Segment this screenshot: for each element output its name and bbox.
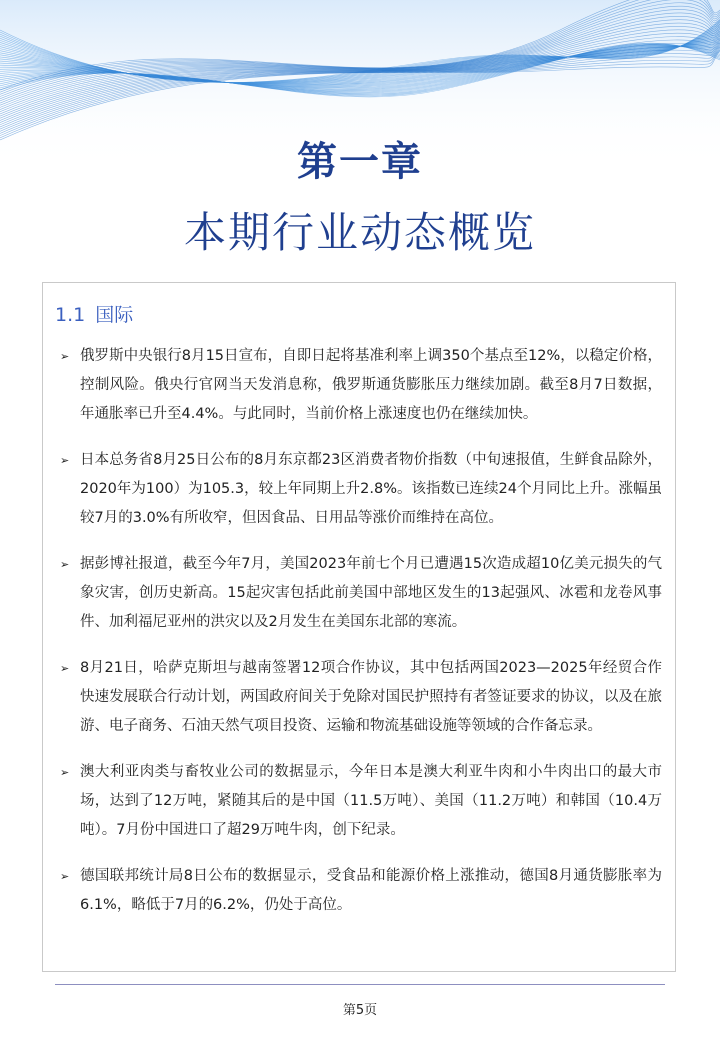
footer-rule	[55, 984, 665, 985]
page-number: 第5页	[342, 1003, 378, 1018]
bullet-item	[58, 654, 662, 741]
bullet-text: 德国联邦统计局8日公布的数据显示，受食品和能源价格上涨推动，德国8月通货膨胀率为6.1%，略低于7月的6.2%，仍处于高位。	[80, 868, 662, 913]
bullet-item	[58, 550, 662, 637]
chapter-title: 本期行业动态概览	[183, 208, 536, 257]
section-heading	[55, 300, 133, 327]
bullet-item	[58, 446, 662, 533]
arrow-bullet-icon: ➢	[60, 350, 70, 363]
arrow-bullet-icon: ➢	[60, 662, 70, 675]
bullet-item	[58, 342, 662, 429]
bullet-text: 俄罗斯中央银行8月15日宣布，自即日起将基准利率上调350个基点至12%，以稳定价格，控制风险。俄央行官网当天发消息称，俄罗斯通货膨胀压力继续加剧。截至8月7日数据，年通胀率已升至4.4%。与此同时，当前价格上涨速度也仍在继续加快。	[80, 348, 662, 422]
bullet-item	[58, 862, 662, 920]
bullet-item	[58, 758, 662, 845]
section-title: 国际	[95, 304, 134, 326]
bullet-text: 8月21日，哈萨克斯坦与越南签署12项合作协议，其中包括两国2023—2025年经贸合作快速发展联合行动计划，两国政府间关于免除对国民护照持有者签证要求的协议，以及在旅游、电子商务、石油天然气项目投资、运输和物流基础设施等领域的合作备忘录。	[80, 660, 662, 734]
arrow-bullet-icon: ➢	[60, 558, 70, 571]
arrow-bullet-icon: ➢	[60, 766, 70, 779]
bullet-text: 澳大利亚肉类与畜牧业公司的数据显示，今年日本是澳大利亚牛肉和小牛肉出口的最大市场，达到了12万吨，紧随其后的是中国（11.5万吨）、美国（11.2万吨）和韩国（10.4万吨）。7月份中国进口了超29万吨牛肉，创下纪录。	[80, 764, 662, 838]
bullet-text: 日本总务省8月25日公布的8月东京都23区消费者物价指数（中旬速报值，生鲜食品除外，2020年为100）为105.3，较上年同期上升2.8%。该指数已连续24个月同比上升。涨幅虽较7月的3.0%有所收窄，但因食品、日用品等涨价而维持在高位。	[80, 452, 662, 526]
bullet-list	[58, 342, 662, 937]
arrow-bullet-icon: ➢	[60, 454, 70, 467]
chapter-number: 第一章	[297, 139, 423, 185]
bullet-text: 据彭博社报道，截至今年7月，美国2023年前七个月已遭遇15次造成超10亿美元损失的气象灾害，创历史新高。15起灾害包括此前美国中部地区发生的13起强风、冰雹和龙卷风事件、加利福尼亚州的洪灾以及2月发生在美国东北部的寒流。	[80, 556, 662, 630]
arrow-bullet-icon: ➢	[60, 870, 70, 883]
section-number: 1.1	[55, 304, 86, 326]
